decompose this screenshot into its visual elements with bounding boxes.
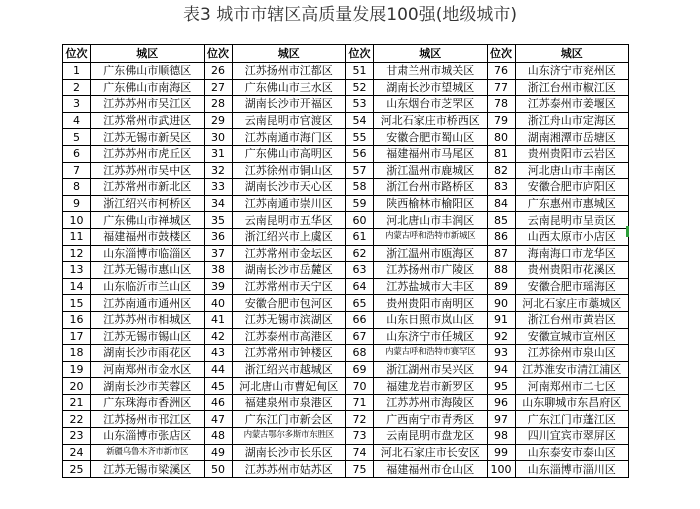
district-cell: 湖南长沙市望城区 xyxy=(374,79,488,96)
district-cell: 山西太原市小店区 xyxy=(515,228,629,245)
rank-cell: 19 xyxy=(63,361,91,378)
district-cell: 江苏苏州市相城区 xyxy=(91,311,205,328)
district-cell: 山东临沂市兰山区 xyxy=(91,278,205,295)
district-cell: 贵州贵阳市云岩区 xyxy=(515,145,629,162)
rank-cell: 9 xyxy=(63,195,91,212)
rank-cell: 53 xyxy=(346,96,374,113)
table-row xyxy=(63,63,629,80)
rank-cell: 13 xyxy=(63,262,91,279)
rank-cell: 89 xyxy=(487,278,515,295)
rank-header: 位次 xyxy=(487,45,515,63)
district-cell: 安徽宣城市宣州区 xyxy=(515,328,629,345)
rank-cell: 67 xyxy=(346,328,374,345)
district-cell: 湖南长沙市天心区 xyxy=(232,179,346,196)
rank-cell: 4 xyxy=(63,112,91,129)
rank-cell: 64 xyxy=(346,278,374,295)
rank-cell: 49 xyxy=(204,444,232,461)
district-cell: 江苏苏州市吴中区 xyxy=(91,162,205,179)
rank-cell: 61 xyxy=(346,228,374,245)
district-cell: 贵州贵阳市花溪区 xyxy=(515,262,629,279)
table-row xyxy=(63,361,629,378)
rank-cell: 77 xyxy=(487,79,515,96)
rank-cell: 48 xyxy=(204,428,232,445)
district-cell: 广东佛山市禅城区 xyxy=(91,212,205,229)
district-cell: 山东烟台市芝罘区 xyxy=(374,96,488,113)
rank-cell: 62 xyxy=(346,245,374,262)
rank-cell: 93 xyxy=(487,345,515,362)
district-cell: 云南昆明市官渡区 xyxy=(232,112,346,129)
table-row xyxy=(63,179,629,196)
district-cell: 广东江门市新会区 xyxy=(232,411,346,428)
rank-cell: 94 xyxy=(487,361,515,378)
rank-cell: 24 xyxy=(63,444,91,461)
rank-cell: 6 xyxy=(63,145,91,162)
district-cell: 山东淄博市临淄区 xyxy=(91,245,205,262)
rank-cell: 31 xyxy=(204,145,232,162)
rank-cell: 56 xyxy=(346,145,374,162)
district-header: 城区 xyxy=(232,45,346,63)
rank-header: 位次 xyxy=(63,45,91,63)
district-cell: 云南昆明市盘龙区 xyxy=(374,428,488,445)
district-cell: 湖南长沙市雨花区 xyxy=(91,345,205,362)
district-cell: 浙江台州市黄岩区 xyxy=(515,311,629,328)
rank-cell: 7 xyxy=(63,162,91,179)
district-cell: 江苏常州市金坛区 xyxy=(232,245,346,262)
rank-cell: 21 xyxy=(63,394,91,411)
rank-cell: 99 xyxy=(487,444,515,461)
rank-cell: 87 xyxy=(487,245,515,262)
rank-cell: 2 xyxy=(63,79,91,96)
table-row xyxy=(63,162,629,179)
district-cell: 湖南长沙市开福区 xyxy=(232,96,346,113)
district-cell: 新疆乌鲁木齐市新市区 xyxy=(91,444,205,461)
rank-cell: 70 xyxy=(346,378,374,395)
table-row xyxy=(63,311,629,328)
district-cell: 内蒙古鄂尔多斯市东胜区 xyxy=(232,428,346,445)
rank-cell: 95 xyxy=(487,378,515,395)
district-cell: 山东日照市岚山区 xyxy=(374,311,488,328)
rank-cell: 33 xyxy=(204,179,232,196)
rank-cell: 43 xyxy=(204,345,232,362)
table-row xyxy=(63,394,629,411)
district-cell: 河北石家庄市藁城区 xyxy=(515,295,629,312)
district-cell: 江苏扬州市广陵区 xyxy=(374,262,488,279)
rank-cell: 76 xyxy=(487,63,515,80)
rank-cell: 28 xyxy=(204,96,232,113)
district-cell: 山东淄博市淄川区 xyxy=(515,461,629,478)
rank-cell: 71 xyxy=(346,394,374,411)
district-cell: 广东佛山市南海区 xyxy=(91,79,205,96)
rank-cell: 91 xyxy=(487,311,515,328)
rank-cell: 58 xyxy=(346,179,374,196)
rank-cell: 25 xyxy=(63,461,91,478)
table-row xyxy=(63,295,629,312)
rank-cell: 54 xyxy=(346,112,374,129)
rank-cell: 79 xyxy=(487,112,515,129)
rank-header: 位次 xyxy=(204,45,232,63)
district-cell: 浙江绍兴市上虞区 xyxy=(232,228,346,245)
rank-cell: 96 xyxy=(487,394,515,411)
district-header: 城区 xyxy=(374,45,488,63)
district-cell: 广东惠州市惠城区 xyxy=(515,195,629,212)
district-cell: 广东珠海市香洲区 xyxy=(91,394,205,411)
rank-cell: 18 xyxy=(63,345,91,362)
district-cell: 江苏苏州市海陵区 xyxy=(374,394,488,411)
edge-marker xyxy=(626,226,629,237)
rank-cell: 30 xyxy=(204,129,232,146)
rank-cell: 52 xyxy=(346,79,374,96)
table-row xyxy=(63,129,629,146)
rank-cell: 80 xyxy=(487,129,515,146)
district-cell: 江苏常州市天宁区 xyxy=(232,278,346,295)
table-row xyxy=(63,378,629,395)
district-cell: 江苏徐州市铜山区 xyxy=(232,162,346,179)
rank-cell: 66 xyxy=(346,311,374,328)
district-cell: 广西南宁市青秀区 xyxy=(374,411,488,428)
district-cell: 福建福州市鼓楼区 xyxy=(91,228,205,245)
ranking-table xyxy=(62,44,629,478)
district-cell: 河南郑州市二七区 xyxy=(515,378,629,395)
district-cell: 江苏泰州市姜堰区 xyxy=(515,96,629,113)
district-cell: 江苏常州市钟楼区 xyxy=(232,345,346,362)
rank-cell: 46 xyxy=(204,394,232,411)
rank-cell: 37 xyxy=(204,245,232,262)
district-cell: 云南昆明市五华区 xyxy=(232,212,346,229)
district-cell: 内蒙古呼和浩特市赛罕区 xyxy=(374,345,488,362)
district-cell: 广东佛山市三水区 xyxy=(232,79,346,96)
rank-cell: 22 xyxy=(63,411,91,428)
table-row xyxy=(63,278,629,295)
table-row xyxy=(63,328,629,345)
table-row xyxy=(63,212,629,229)
rank-cell: 27 xyxy=(204,79,232,96)
table-row xyxy=(63,245,629,262)
district-cell: 河北石家庄市桥西区 xyxy=(374,112,488,129)
rank-cell: 97 xyxy=(487,411,515,428)
district-cell: 江苏南通市通州区 xyxy=(91,295,205,312)
rank-cell: 17 xyxy=(63,328,91,345)
table-row xyxy=(63,461,629,478)
rank-cell: 32 xyxy=(204,162,232,179)
district-cell: 福建龙岩市新罗区 xyxy=(374,378,488,395)
rank-cell: 65 xyxy=(346,295,374,312)
rank-header: 位次 xyxy=(346,45,374,63)
rank-cell: 10 xyxy=(63,212,91,229)
district-cell: 江苏常州市新北区 xyxy=(91,179,205,196)
district-cell: 广东佛山市顺德区 xyxy=(91,63,205,80)
rank-cell: 34 xyxy=(204,195,232,212)
rank-cell: 59 xyxy=(346,195,374,212)
rank-cell: 69 xyxy=(346,361,374,378)
rank-cell: 11 xyxy=(63,228,91,245)
rank-cell: 15 xyxy=(63,295,91,312)
district-cell: 山东泰安市泰山区 xyxy=(515,444,629,461)
rank-cell: 3 xyxy=(63,96,91,113)
district-cell: 山东济宁市兖州区 xyxy=(515,63,629,80)
rank-cell: 42 xyxy=(204,328,232,345)
district-cell: 山东济宁市任城区 xyxy=(374,328,488,345)
district-cell: 陕西榆林市榆阳区 xyxy=(374,195,488,212)
table-body xyxy=(63,63,629,478)
district-cell: 四川宜宾市翠屏区 xyxy=(515,428,629,445)
district-cell: 福建福州市仓山区 xyxy=(374,461,488,478)
district-cell: 江苏徐州市泉山区 xyxy=(515,345,629,362)
district-cell: 山东聊城市东昌府区 xyxy=(515,394,629,411)
table-row xyxy=(63,345,629,362)
rank-cell: 16 xyxy=(63,311,91,328)
rank-cell: 83 xyxy=(487,179,515,196)
district-cell: 江苏苏州市姑苏区 xyxy=(232,461,346,478)
district-cell: 河北唐山市丰润区 xyxy=(374,212,488,229)
district-cell: 江苏泰州市高港区 xyxy=(232,328,346,345)
rank-cell: 75 xyxy=(346,461,374,478)
rank-cell: 88 xyxy=(487,262,515,279)
rank-cell: 55 xyxy=(346,129,374,146)
rank-cell: 84 xyxy=(487,195,515,212)
rank-cell: 57 xyxy=(346,162,374,179)
header-row xyxy=(63,45,629,63)
rank-cell: 73 xyxy=(346,428,374,445)
district-cell: 浙江温州市鹿城区 xyxy=(374,162,488,179)
district-cell: 福建泉州市泉港区 xyxy=(232,394,346,411)
district-cell: 云南昆明市呈贡区 xyxy=(515,212,629,229)
district-cell: 湖南长沙市岳麓区 xyxy=(232,262,346,279)
rank-cell: 44 xyxy=(204,361,232,378)
rank-cell: 81 xyxy=(487,145,515,162)
district-cell: 江苏南通市崇川区 xyxy=(232,195,346,212)
district-cell: 浙江台州市椒江区 xyxy=(515,79,629,96)
rank-cell: 39 xyxy=(204,278,232,295)
district-cell: 广东佛山市高明区 xyxy=(232,145,346,162)
rank-cell: 41 xyxy=(204,311,232,328)
table-row xyxy=(63,79,629,96)
district-cell: 江苏扬州市江都区 xyxy=(232,63,346,80)
table-row xyxy=(63,444,629,461)
district-cell: 江苏常州市武进区 xyxy=(91,112,205,129)
table-row xyxy=(63,96,629,113)
district-cell: 安徽合肥市包河区 xyxy=(232,295,346,312)
district-cell: 浙江温州市瓯海区 xyxy=(374,245,488,262)
rank-cell: 36 xyxy=(204,228,232,245)
district-cell: 湖南长沙市长乐区 xyxy=(232,444,346,461)
table-row xyxy=(63,428,629,445)
district-cell: 甘肃兰州市城关区 xyxy=(374,63,488,80)
rank-cell: 47 xyxy=(204,411,232,428)
rank-cell: 86 xyxy=(487,228,515,245)
rank-cell: 23 xyxy=(63,428,91,445)
district-cell: 河北唐山市曹妃甸区 xyxy=(232,378,346,395)
district-cell: 山东淄博市张店区 xyxy=(91,428,205,445)
rank-cell: 92 xyxy=(487,328,515,345)
district-cell: 江苏无锡市新吴区 xyxy=(91,129,205,146)
district-cell: 湖南长沙市芙蓉区 xyxy=(91,378,205,395)
district-header: 城区 xyxy=(515,45,629,63)
table-row xyxy=(63,411,629,428)
district-cell: 浙江绍兴市柯桥区 xyxy=(91,195,205,212)
rank-cell: 14 xyxy=(63,278,91,295)
rank-cell: 45 xyxy=(204,378,232,395)
rank-cell: 8 xyxy=(63,179,91,196)
district-cell: 江苏扬州市邗江区 xyxy=(91,411,205,428)
district-cell: 江苏南通市海门区 xyxy=(232,129,346,146)
rank-cell: 85 xyxy=(487,212,515,229)
district-cell: 浙江舟山市定海区 xyxy=(515,112,629,129)
district-cell: 江苏无锡市滨湖区 xyxy=(232,311,346,328)
table-row xyxy=(63,112,629,129)
district-cell: 江苏苏州市吴江区 xyxy=(91,96,205,113)
district-header: 城区 xyxy=(91,45,205,63)
rank-cell: 90 xyxy=(487,295,515,312)
rank-cell: 50 xyxy=(204,461,232,478)
district-cell: 湖南湘潭市岳塘区 xyxy=(515,129,629,146)
rank-cell: 68 xyxy=(346,345,374,362)
rank-cell: 78 xyxy=(487,96,515,113)
district-cell: 浙江台州市路桥区 xyxy=(374,179,488,196)
district-cell: 广东江门市蓬江区 xyxy=(515,411,629,428)
district-cell: 江苏无锡市锡山区 xyxy=(91,328,205,345)
district-cell: 内蒙古呼和浩特市新城区 xyxy=(374,228,488,245)
table-row xyxy=(63,228,629,245)
rank-cell: 98 xyxy=(487,428,515,445)
table-row xyxy=(63,262,629,279)
rank-cell: 60 xyxy=(346,212,374,229)
district-cell: 江苏苏州市虎丘区 xyxy=(91,145,205,162)
rank-cell: 51 xyxy=(346,63,374,80)
rank-cell: 26 xyxy=(204,63,232,80)
district-cell: 河北石家庄市长安区 xyxy=(374,444,488,461)
table-row xyxy=(63,145,629,162)
district-cell: 江苏无锡市惠山区 xyxy=(91,262,205,279)
rank-cell: 35 xyxy=(204,212,232,229)
rank-cell: 100 xyxy=(487,461,515,478)
rank-cell: 72 xyxy=(346,411,374,428)
rank-cell: 74 xyxy=(346,444,374,461)
district-cell: 江苏淮安市清江浦区 xyxy=(515,361,629,378)
district-cell: 浙江绍兴市越城区 xyxy=(232,361,346,378)
district-cell: 福建福州市马尾区 xyxy=(374,145,488,162)
district-cell: 贵州贵阳市南明区 xyxy=(374,295,488,312)
table-row xyxy=(63,195,629,212)
rank-cell: 1 xyxy=(63,63,91,80)
rank-cell: 29 xyxy=(204,112,232,129)
rank-cell: 20 xyxy=(63,378,91,395)
rank-cell: 40 xyxy=(204,295,232,312)
rank-cell: 82 xyxy=(487,162,515,179)
district-cell: 安徽合肥市瑶海区 xyxy=(515,278,629,295)
ranking-table-container xyxy=(62,44,628,478)
district-cell: 安徽合肥市蜀山区 xyxy=(374,129,488,146)
district-cell: 河北唐山市丰南区 xyxy=(515,162,629,179)
district-cell: 海南海口市龙华区 xyxy=(515,245,629,262)
rank-cell: 38 xyxy=(204,262,232,279)
district-cell: 安徽合肥市庐阳区 xyxy=(515,179,629,196)
district-cell: 河南郑州市金水区 xyxy=(91,361,205,378)
rank-cell: 63 xyxy=(346,262,374,279)
district-cell: 江苏盐城市大丰区 xyxy=(374,278,488,295)
rank-cell: 5 xyxy=(63,129,91,146)
district-cell: 浙江湖州市吴兴区 xyxy=(374,361,488,378)
rank-cell: 12 xyxy=(63,245,91,262)
table-title: 表3 城市市辖区高质量发展100强(地级城市) xyxy=(183,5,517,25)
district-cell: 江苏无锡市梁溪区 xyxy=(91,461,205,478)
